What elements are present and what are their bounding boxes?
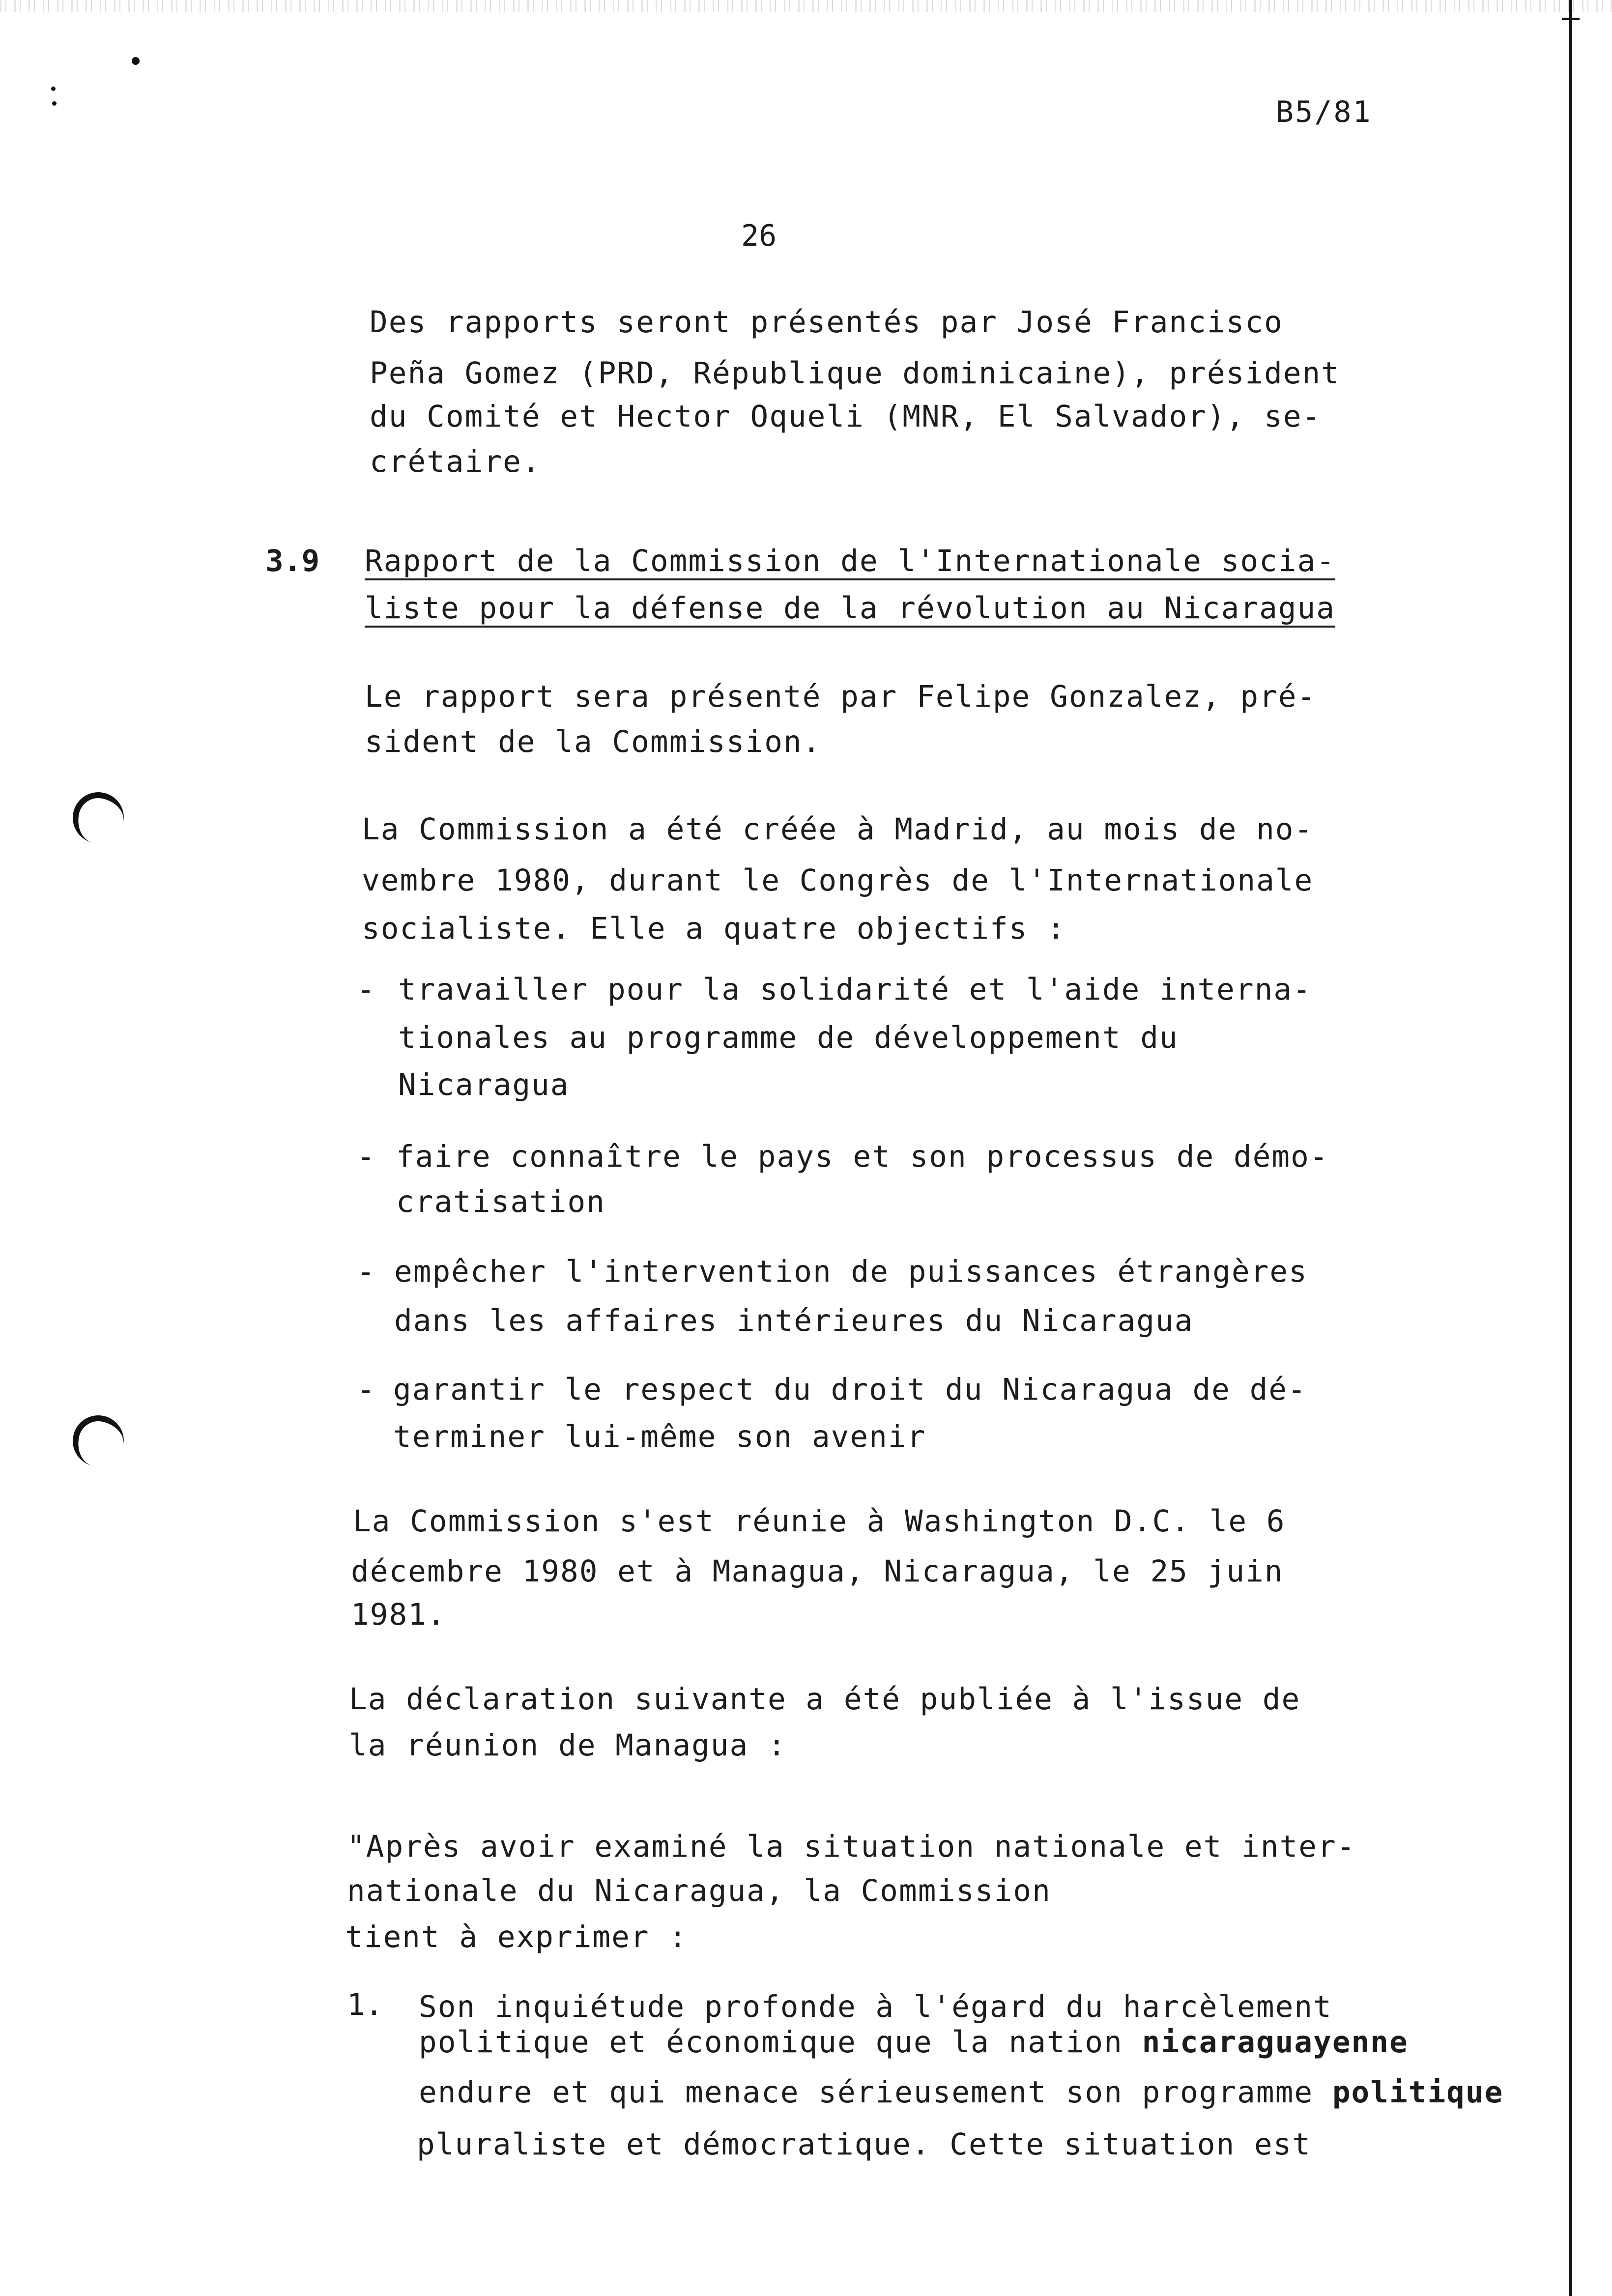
- numbered-item-line: [419, 2069, 1503, 2116]
- commission-line: La Commission a été créée à Madrid, au mois de no-: [362, 812, 1314, 847]
- objective-line: empêcher l'intervention de puissances étrangères: [394, 1254, 1308, 1289]
- page-edge-tick: [1562, 18, 1580, 20]
- document-reference: B5/81: [1276, 95, 1372, 129]
- section-title-line: Rapport de la Commission de l'Internationale socia-: [365, 544, 1335, 578]
- section-number: 3.9: [265, 544, 320, 578]
- page-edge-rule: [1569, 0, 1572, 2296]
- intro-line: du Comité et Hector Oqueli (MNR, El Salvador), se-: [370, 399, 1322, 434]
- scan-dot-mark: [51, 86, 56, 91]
- presenter-line: sident de la Commission.: [365, 724, 822, 759]
- section-title-line: liste pour la défense de la révolution au Nicaragua: [365, 591, 1335, 626]
- numbered-item-bold-text: nicaraguayenne: [1142, 2025, 1409, 2060]
- commission-line: vembre 1980, durant le Congrès de l'Internationale: [362, 863, 1314, 898]
- declaration-line: La déclaration suivante a été publiée à l'issue de: [349, 1682, 1301, 1717]
- numbered-item-text: politique et économique que la nation: [419, 2025, 1142, 2060]
- intro-line: Des rapports seront présentés par José Francisco: [370, 305, 1283, 340]
- scan-noise-top-edge: [0, 0, 1612, 12]
- objective-line: terminer lui-même son avenir: [393, 1419, 926, 1454]
- objective-line: dans les affaires intérieures du Nicaragua: [394, 1303, 1194, 1338]
- objective-line: garantir le respect du droit du Nicaragua de dé-: [393, 1372, 1307, 1407]
- objective-line: cratisation: [396, 1184, 605, 1219]
- numbered-item-text: endure et qui menace sérieusement son programme: [419, 2075, 1332, 2110]
- objective-line: travailler pour la solidarité et l'aide interna-: [398, 972, 1312, 1007]
- objective-line: tionales au programme de développement du: [398, 1020, 1179, 1055]
- objective-line: Nicaragua: [398, 1067, 570, 1102]
- page-number: 26: [741, 219, 777, 253]
- bullet-marker: -: [357, 1139, 375, 1174]
- quote-intro-line: "Après avoir examiné la situation nationale et inter-: [347, 1829, 1356, 1864]
- scan-dot-mark: [132, 57, 140, 65]
- numbered-item-number: 1.: [347, 1987, 383, 2022]
- objective-line: faire connaître le pays et son processus de démo-: [396, 1139, 1329, 1174]
- bullet-marker: -: [357, 1372, 375, 1407]
- presenter-line: Le rapport sera présenté par Felipe Gonzalez, pré-: [365, 679, 1317, 714]
- intro-line: Peña Gomez (PRD, République dominicaine), président: [370, 356, 1340, 391]
- declaration-line: la réunion de Managua :: [349, 1728, 787, 1763]
- numbered-item-line: Son inquiétude profonde à l'égard du harcèlement: [419, 1989, 1332, 2024]
- meetings-line: 1981.: [351, 1597, 446, 1632]
- numbered-item-line: pluraliste et démocratique. Cette situation est: [417, 2127, 1312, 2162]
- numbered-item-bold-text: politique: [1332, 2075, 1504, 2110]
- scan-dot-mark: [52, 101, 57, 106]
- numbered-item-line: [419, 2019, 1409, 2066]
- bullet-marker: -: [357, 972, 375, 1007]
- punch-hole-mark: [68, 787, 128, 848]
- punch-hole-mark: [68, 1410, 128, 1471]
- bullet-marker: -: [357, 1254, 375, 1289]
- commission-line: socialiste. Elle a quatre objectifs :: [362, 911, 1066, 946]
- section-title: [365, 538, 1335, 632]
- quote-intro-line: tient à exprimer :: [345, 1920, 688, 1954]
- intro-line: crétaire.: [370, 444, 541, 479]
- quote-intro-line: nationale du Nicaragua, la Commission: [347, 1873, 1051, 1908]
- meetings-line: La Commission s'est réunie à Washington D.C. le 6: [353, 1504, 1286, 1539]
- meetings-line: décembre 1980 et à Managua, Nicaragua, le 25 juin: [351, 1554, 1284, 1589]
